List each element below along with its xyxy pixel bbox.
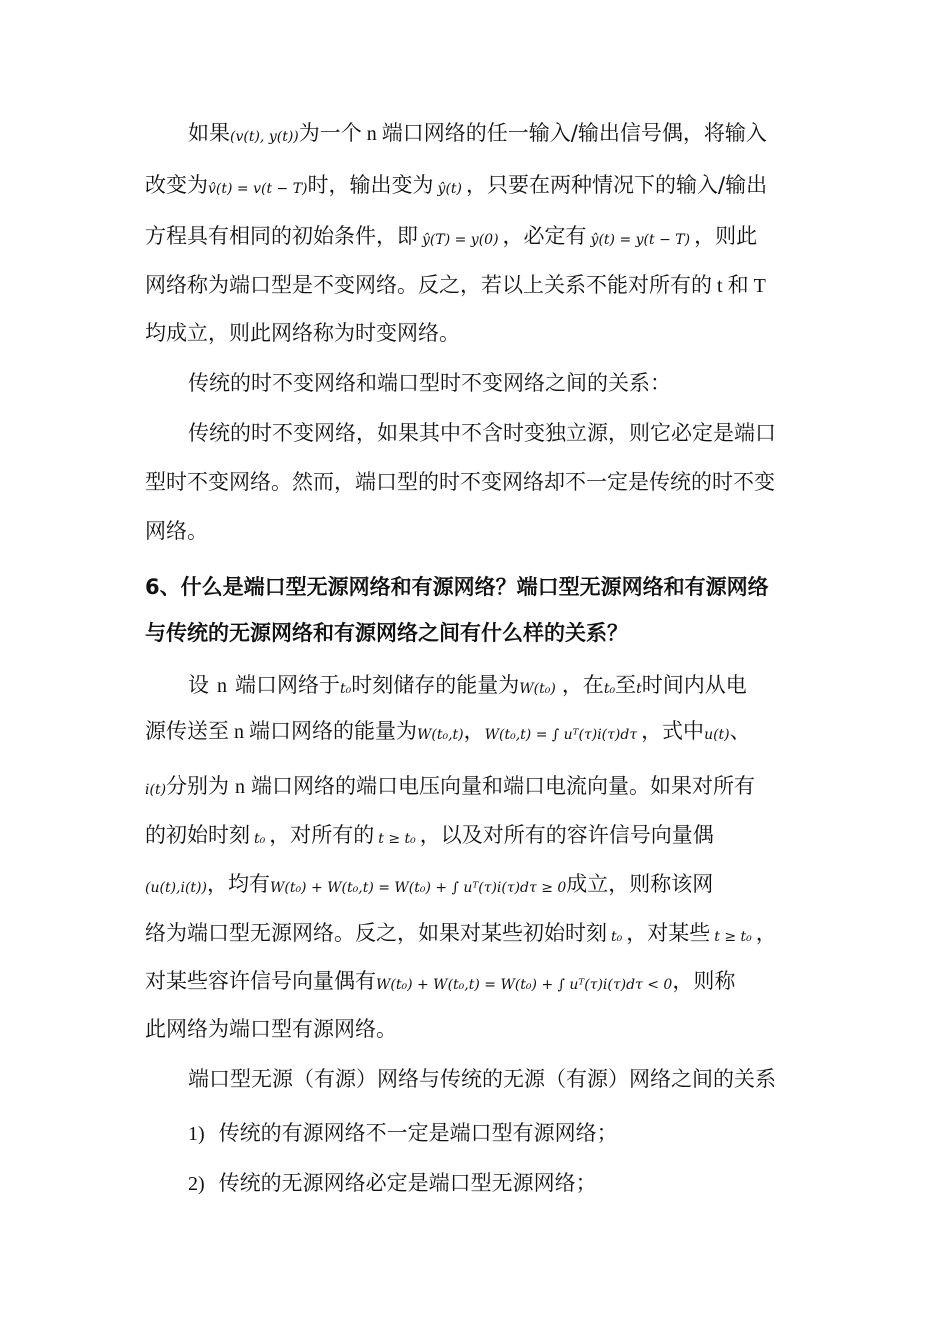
math-inline: u(t) <box>704 727 730 743</box>
section-heading <box>145 572 810 602</box>
paragraph-line <box>188 368 853 398</box>
text: ，均有 <box>206 872 270 896</box>
math-inline: t ≥ t₀ <box>378 831 416 847</box>
math-formula: W(t₀) + W(t₀,t) = W(t₀) + ∫ uᵀ(τ)i(τ)dτ ≥ 0 <box>269 880 567 896</box>
text: 传统的时不变网络，如果其中不含时变独立源，则它必定是端口 <box>188 421 776 445</box>
math-inline: ŷ(t) = y(t − T) <box>590 232 691 248</box>
text: ，对某些 <box>626 921 711 945</box>
math-inline: n <box>217 675 227 697</box>
paragraph-line <box>145 318 810 348</box>
text: 为一个 <box>298 121 362 145</box>
paragraph-line <box>145 716 810 746</box>
math-inline: n <box>234 721 244 743</box>
math-inline: t₀ <box>611 929 623 945</box>
text: 和 <box>727 273 749 297</box>
text: 此网络为端口型有源网络。 <box>145 1017 397 1041</box>
list-item <box>188 1168 853 1198</box>
paragraph-line <box>188 418 853 448</box>
list-number: 2) <box>188 1173 205 1195</box>
math-inline: i(t) <box>145 782 167 798</box>
math-inline: t <box>636 681 642 697</box>
text: ，式中 <box>641 719 705 743</box>
text: 至 <box>615 673 637 697</box>
text: 分别为 <box>166 774 230 798</box>
math-inline: ŷ(T) = y(0) <box>422 232 499 248</box>
math-inline: t ≥ t₀ <box>714 929 752 945</box>
math-formula: W(t₀) + W(t₀,t) = W(t₀) + ∫ uᵀ(τ)i(τ)dτ < 0 <box>376 977 673 993</box>
text: ，只要在两种情况下的输入/输出 <box>466 173 768 197</box>
text: ，必定有 <box>502 224 587 248</box>
text: 网络。 <box>145 519 208 543</box>
text: 端口型无源（有源）网络与传统的无源（有源）网络之间的关系 <box>188 1067 776 1091</box>
text: 成立，则称该网 <box>566 872 714 896</box>
math-inline: W(t₀,t) <box>417 727 464 743</box>
math-inline: v̂(t) = v(t − T) <box>208 181 308 197</box>
math-inline: n <box>235 776 246 798</box>
text: 络为端口型无源网络。反之，如果对某些初始时刻 <box>145 921 607 945</box>
text: 端口网络的任一输入/输出信号偶，将输入 <box>381 121 767 145</box>
text: 传统的时不变网络和端口型时不变网络之间的关系： <box>188 371 671 395</box>
text: 均成立，则此网络称为时变网络。 <box>145 321 460 345</box>
text: 源传送至 <box>145 719 229 743</box>
paragraph-line <box>145 771 810 801</box>
text: ， <box>463 719 485 743</box>
text: 的初始时刻 <box>145 823 250 847</box>
paragraph-line <box>188 118 853 148</box>
text: 与传统的无源网络和有源网络之间有什么样的关系？ <box>145 621 628 645</box>
text: 时刻储存的能量为 <box>351 673 520 697</box>
text: 如果 <box>188 121 230 145</box>
text: 、 <box>729 719 751 743</box>
text: 端口网络的能量为 <box>249 719 417 743</box>
math-inline: t₀ <box>603 681 616 697</box>
paragraph-line <box>188 1064 853 1094</box>
list-item-text: 传统的无源网络必定是端口型无源网络； <box>218 1171 597 1195</box>
text: 对某些容许信号向量偶有 <box>145 969 376 993</box>
text: 设 <box>188 673 209 697</box>
math-inline: (v(t), y(t)) <box>230 129 299 145</box>
text: 改变为 <box>145 173 208 197</box>
text: 端口网络于 <box>235 673 340 697</box>
paragraph-line <box>145 966 810 996</box>
math-formula: W(t₀,t) = ∫ uᵀ(τ)i(τ)dτ <box>484 727 638 743</box>
paragraph-line <box>145 221 810 251</box>
text: 时间内从电 <box>641 673 747 697</box>
paragraph-line <box>145 1014 810 1044</box>
text: ，则此 <box>694 224 758 248</box>
text: 时，输出变为 <box>307 173 434 197</box>
paragraph-line <box>145 918 810 948</box>
text: 型时不变网络。然而，端口型的时不变网络却不一定是传统的时不变 <box>145 470 775 494</box>
paragraph-line <box>145 467 810 497</box>
text: 网络称为端口型是不变网络。反之，若以上关系不能对所有的 <box>145 273 712 297</box>
math-inline: n <box>366 123 377 145</box>
math-inline: T <box>753 275 766 297</box>
text: 方程具有相同的初始条件，即 <box>145 224 418 248</box>
list-item-text: 传统的有源网络不一定是端口型有源网络； <box>218 1121 618 1145</box>
list-number: 1) <box>188 1123 205 1145</box>
paragraph-line <box>145 270 810 300</box>
math-inline: ŷ(t) <box>437 181 462 197</box>
list-item <box>188 1118 853 1148</box>
text: ，在 <box>561 673 604 697</box>
paragraph-line <box>145 516 810 546</box>
paragraph-line <box>188 670 853 700</box>
text: ， <box>755 921 777 945</box>
math-inline: t <box>717 275 723 297</box>
text: ，则称 <box>672 969 736 993</box>
math-inline: W(t₀) <box>519 681 556 697</box>
math-inline: t₀ <box>340 681 352 697</box>
text: ，对所有的 <box>269 823 375 847</box>
section-heading <box>145 618 810 648</box>
math-inline: (u(t),i(t)) <box>145 880 207 896</box>
math-inline: t₀ <box>254 831 266 847</box>
text: 端口网络的端口电压向量和端口电流向量。如果对所有 <box>251 774 756 798</box>
text: ，以及对所有的容许信号向量偶 <box>419 823 714 847</box>
text: 6、什么是端口型无源网络和有源网络？端口型无源网络和有源网络 <box>145 575 769 599</box>
paragraph-line <box>145 820 810 850</box>
paragraph-line <box>145 869 810 899</box>
paragraph-line <box>145 170 810 200</box>
